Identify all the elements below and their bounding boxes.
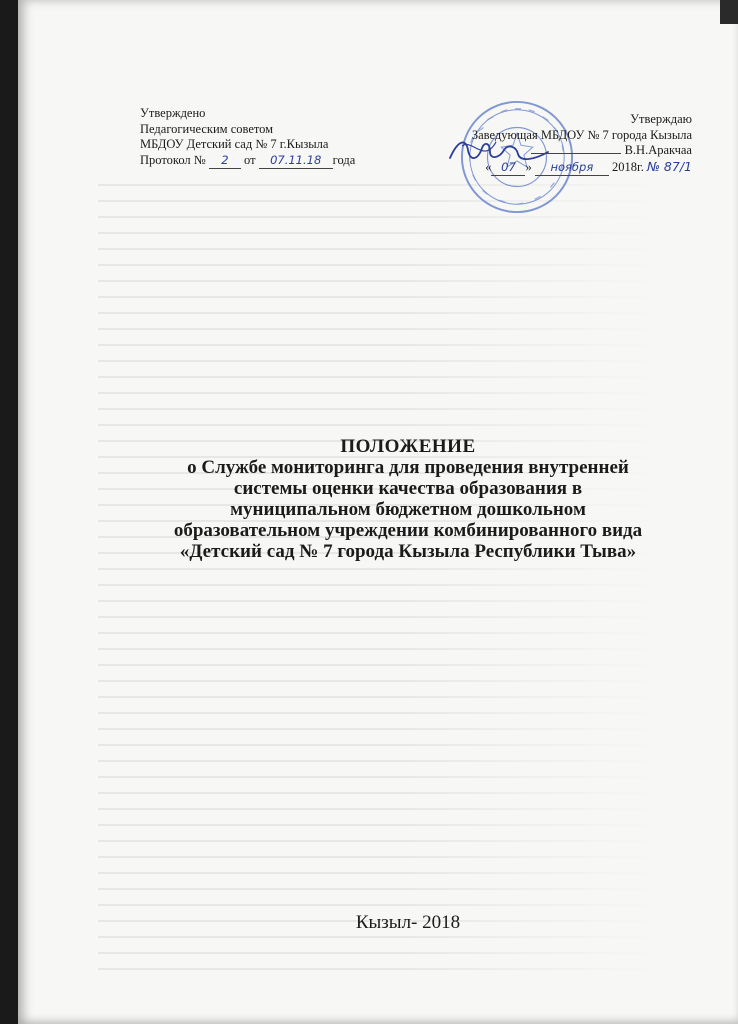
approval-left-body: Педагогическим советом	[140, 121, 274, 136]
approval-right-date	[472, 159, 692, 177]
approval-left-protocol	[140, 153, 355, 170]
bleed-through-text	[98, 175, 658, 975]
title-line-2: системы оценки качества образования в	[233, 478, 583, 499]
document-title	[128, 436, 688, 562]
order-number: № 87/1	[646, 158, 692, 174]
title-line-4: образовательном учреждении комбинированного вида	[173, 520, 643, 541]
approval-right-name: В.Н.Аракчаа	[624, 143, 692, 157]
date-day: 07	[491, 160, 525, 177]
protocol-prefix: Протокол №	[140, 152, 206, 167]
protocol-suffix: года	[332, 152, 356, 167]
date-open-quote: «	[485, 159, 492, 174]
scan-edge-shadow	[720, 0, 738, 24]
document-page	[18, 0, 738, 1024]
date-month: ноября	[535, 160, 609, 177]
signature-line	[531, 153, 621, 154]
approval-left-heading: Утверждено	[140, 106, 206, 120]
date-year: 2018г.	[611, 159, 644, 174]
approval-left-org: МБДОУ Детский сад № 7 г.Кызыла	[140, 137, 329, 151]
protocol-number: 2	[209, 153, 241, 170]
title-main: ПОЛОЖЕНИЕ	[340, 436, 476, 457]
title-line-1: о Службе мониторинга для проведения внутренней	[187, 457, 629, 478]
approval-right-position: Заведующая МБДОУ № 7 города Кызыла	[471, 127, 692, 142]
protocol-from: от	[243, 152, 256, 167]
title-line-5: «Детский сад № 7 города Кызыла Республики Тыва»	[179, 541, 637, 562]
city-year: Кызыл- 2018	[355, 912, 461, 933]
approval-right-heading: Утверждаю	[630, 112, 692, 126]
date-close-quote: »	[525, 159, 532, 174]
approval-right-name-line	[472, 143, 692, 159]
approval-right-block	[472, 112, 692, 176]
protocol-date: 07.11.18	[259, 153, 333, 170]
title-line-3: муниципальном бюджетном дошкольном	[230, 499, 586, 520]
approval-left-block	[140, 106, 355, 169]
